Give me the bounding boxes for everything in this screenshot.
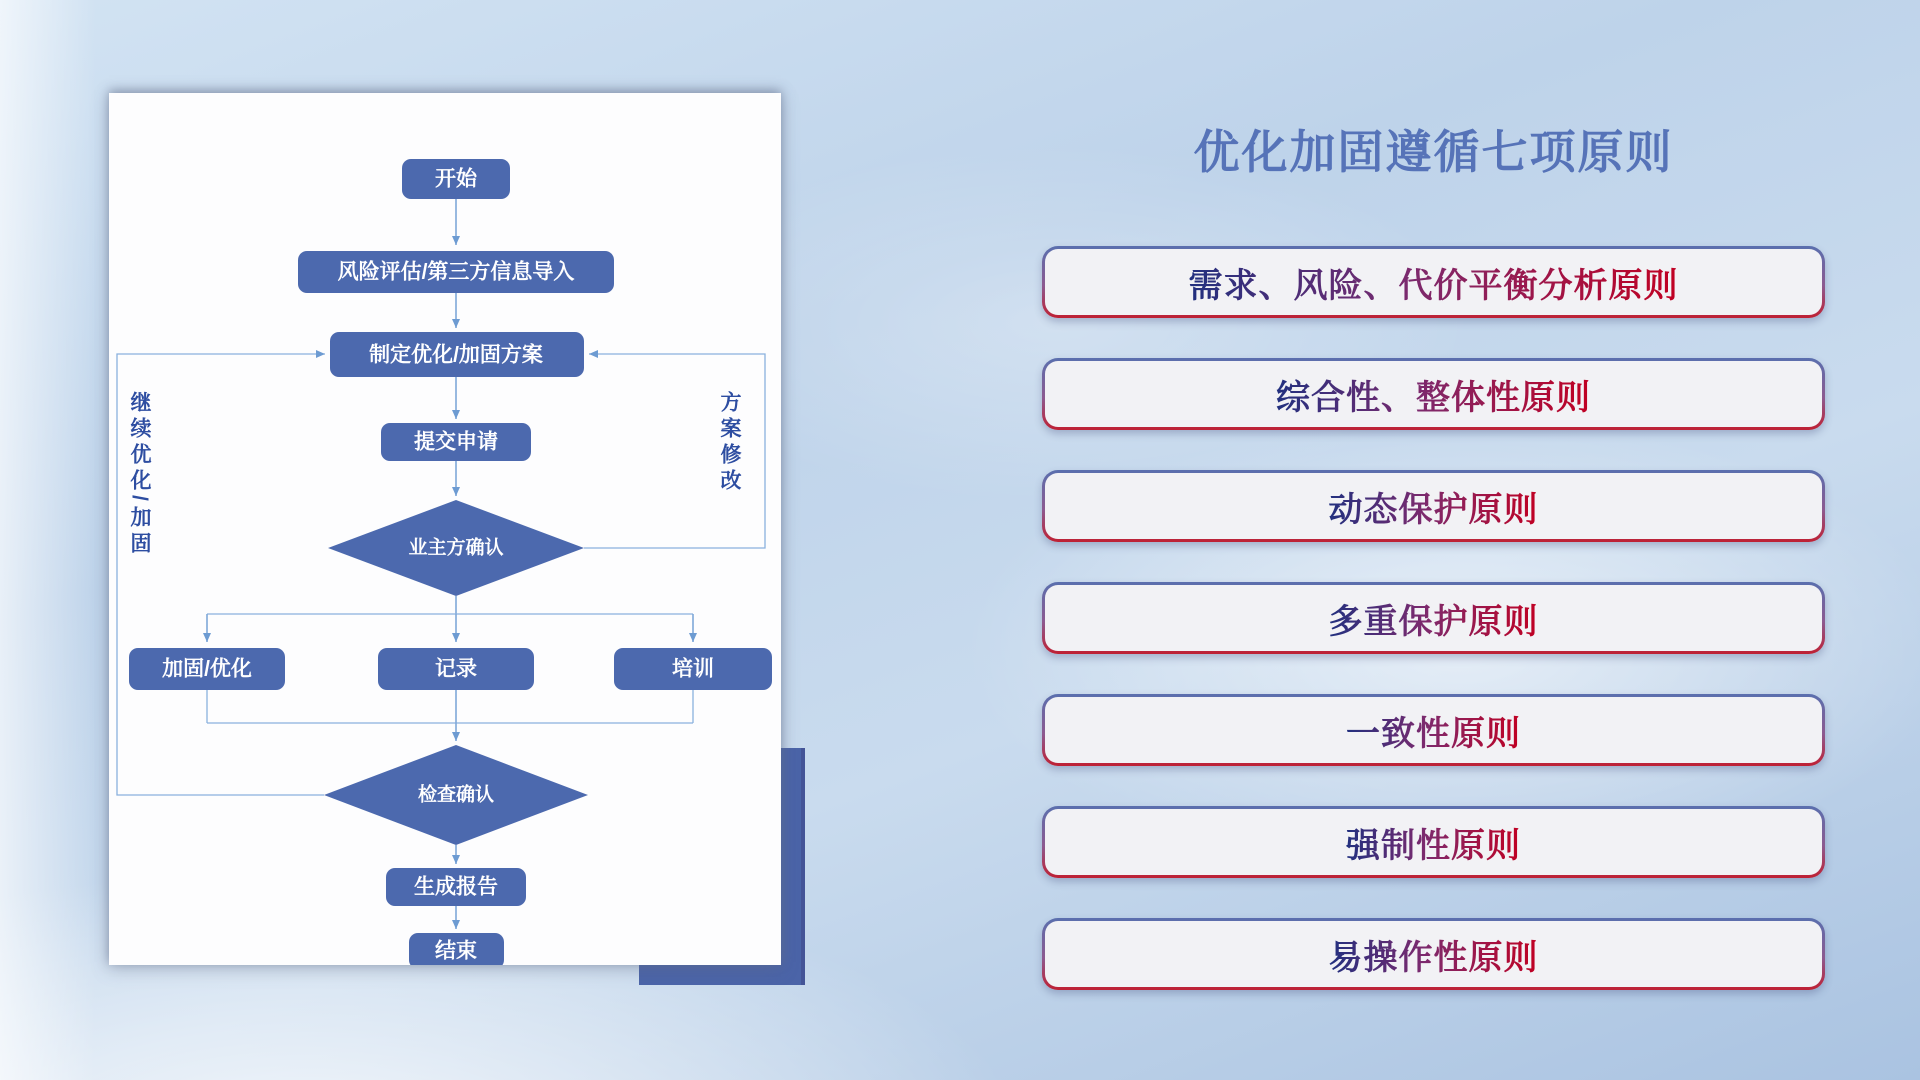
principle-label: 一致性原则 [1346, 706, 1521, 755]
node-report-label: 生成报告 [414, 875, 498, 899]
node-training-label: 培训 [672, 657, 714, 681]
principle-item-6 [1042, 806, 1825, 878]
principle-item-2 [1042, 358, 1825, 430]
flowchart-card [109, 93, 781, 965]
principle-item-4 [1042, 582, 1825, 654]
node-submit-label: 提交申请 [414, 430, 498, 454]
flowchart [109, 93, 781, 965]
node-end-label: 结束 [435, 939, 477, 963]
principle-label: 综合性、整体性原则 [1276, 370, 1591, 419]
principle-label: 需求、风险、代价平衡分析原则 [1189, 258, 1679, 307]
principle-item-7 [1042, 918, 1825, 990]
node-risk-label: 风险评估/第三方信息导入 [337, 260, 575, 284]
decision-owner-confirm-label: 业主方确认 [408, 537, 504, 559]
principle-label: 强制性原则 [1346, 818, 1521, 867]
node-plan-label: 制定优化/加固方案 [369, 343, 543, 367]
principle-label: 多重保护原则 [1329, 594, 1539, 643]
principle-item-3 [1042, 470, 1825, 542]
loop-revise-label: 方案修改 [718, 391, 741, 495]
node-reinforce-label: 加固/优化 [162, 657, 252, 681]
node-start-label: 开始 [435, 167, 477, 191]
page-title: 优化加固遵循七项原则 [1193, 126, 1674, 178]
decision-check-confirm-label: 检查确认 [417, 784, 495, 806]
loop-continue-label: 继续优化/加固 [128, 391, 151, 558]
principles-list [1042, 246, 1825, 1030]
principle-item-5 [1042, 694, 1825, 766]
node-record-label: 记录 [435, 657, 477, 681]
principle-item-1 [1042, 246, 1825, 318]
principle-label: 易操作性原则 [1329, 930, 1539, 979]
principle-label: 动态保护原则 [1329, 482, 1539, 531]
